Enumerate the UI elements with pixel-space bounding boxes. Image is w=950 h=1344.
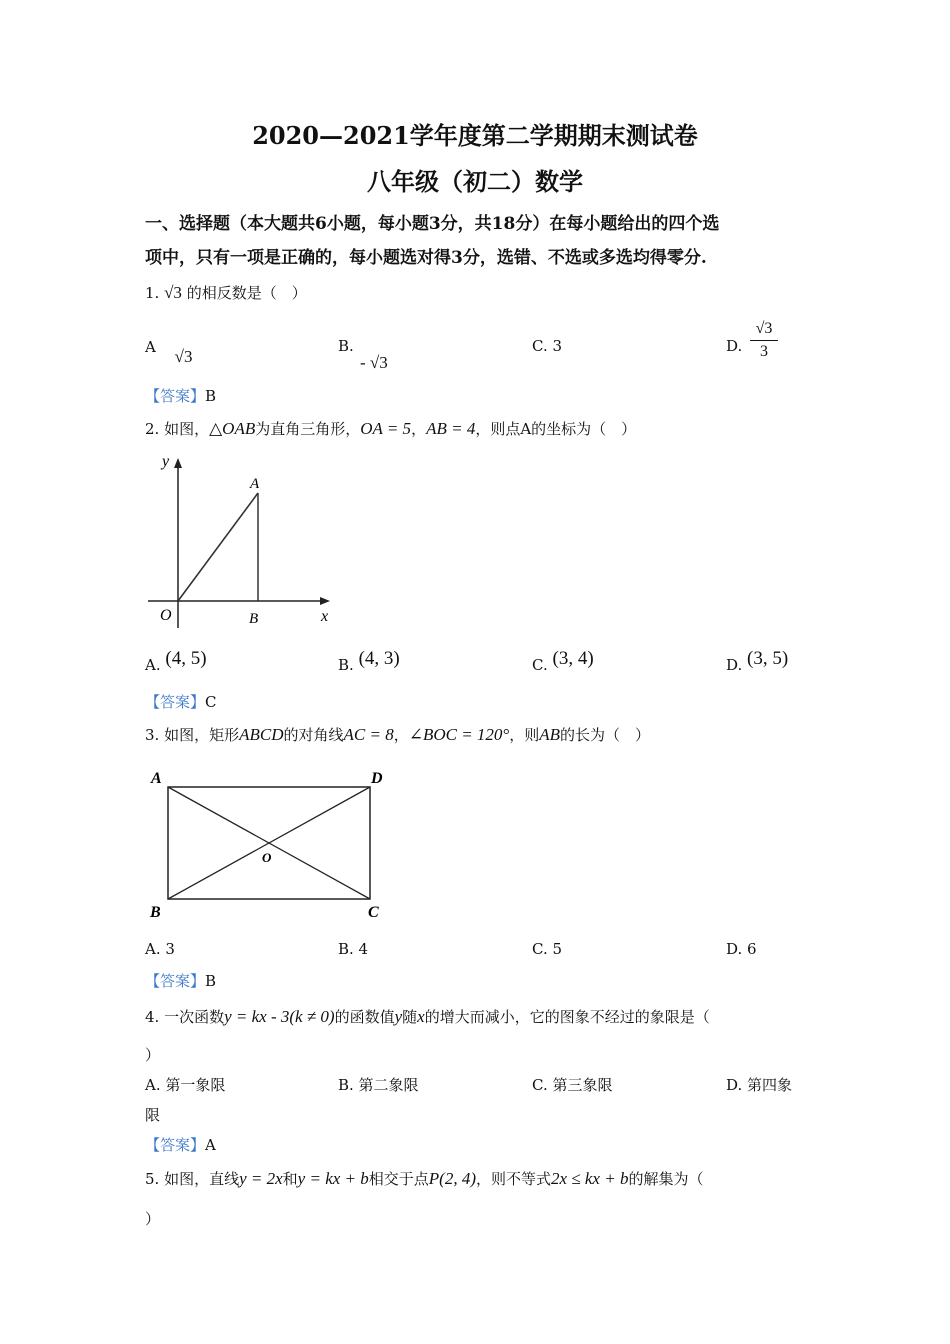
answer-value: A	[205, 1136, 216, 1154]
option-label: B.	[338, 337, 354, 355]
question-text: 的对角线	[283, 726, 344, 744]
label-x: x	[321, 608, 329, 625]
answer-value: B	[205, 387, 217, 405]
question-text: ，则	[509, 726, 540, 744]
question-4	[145, 1006, 710, 1027]
math-inequality: 2x ≤ kx + b	[551, 1169, 629, 1188]
question-text: ，	[411, 420, 427, 438]
question-text: 为直角三角形，	[255, 420, 361, 438]
option-math: (4, 3)	[358, 648, 400, 669]
q1-option-a	[145, 337, 193, 366]
option-math: (3, 4)	[552, 648, 594, 669]
question-text: 的长为（ ）	[560, 726, 651, 744]
question-number: 5. 如图，直线	[145, 1170, 240, 1188]
label-d: D	[371, 770, 383, 787]
math-line2: y = kx + b	[297, 1169, 369, 1188]
answer-tag: 【答案】	[145, 387, 206, 405]
label-b: B	[249, 611, 259, 627]
segment-oa	[178, 493, 258, 601]
page-title: 2020—2021学年度第二学期期末测试卷	[252, 121, 698, 150]
q4-option-d-continuation: 限	[145, 1106, 161, 1124]
question-text: 的增大而减小，它的图象不经过的象限是（	[424, 1008, 710, 1026]
q3-option-c: C. 5	[532, 940, 563, 958]
math-ac: AC = 8	[343, 725, 394, 744]
math-triangle: △OAB	[209, 419, 256, 438]
question-text: ，则点A的坐标为（ ）	[475, 420, 637, 438]
option-math: - √3	[360, 353, 388, 372]
question-text: ，	[393, 726, 409, 744]
math-oa: OA = 5	[360, 419, 412, 438]
answer-tag: 【答案】	[145, 693, 206, 711]
math-abcd: ABCD	[239, 725, 284, 744]
label-c: C	[368, 904, 379, 921]
q2-figure	[140, 448, 340, 638]
question-number: 4. 一次函数	[145, 1008, 225, 1026]
q2-option-b	[338, 648, 400, 674]
q4-option-a: A. 第一象限	[145, 1076, 226, 1094]
q3-option-b: B. 4	[338, 940, 369, 958]
question-text: 相交于点	[368, 1170, 429, 1188]
option-math: (4, 5)	[165, 648, 207, 669]
label-a: A	[250, 476, 260, 492]
math-line1: y = 2x	[239, 1169, 283, 1188]
label-o: O	[160, 607, 172, 624]
answer-tag: 【答案】	[145, 972, 206, 990]
math-ab: AB	[539, 725, 561, 744]
label-b: B	[150, 904, 161, 921]
question-text: 随	[402, 1008, 418, 1026]
page-subtitle: 八年级（初二）数学	[367, 167, 583, 196]
math-function: y = kx - 3(k ≠ 0)	[224, 1007, 335, 1026]
question-1	[145, 282, 307, 303]
math-ab: AB = 4	[426, 419, 476, 438]
question-3	[145, 724, 650, 745]
q4-answer	[145, 1134, 216, 1155]
question-text: 的函数值	[334, 1008, 395, 1026]
q1-option-c: C. 3	[532, 337, 563, 355]
option-label: D.	[726, 656, 743, 674]
section-instructions-line1: 一、选择题（本大题共6小题，每小题3分，共18分）在每小题给出的四个选	[145, 214, 720, 234]
fraction-numerator: √3	[750, 318, 778, 341]
q3-option-d: D. 6	[726, 940, 757, 958]
math-y: y	[394, 1007, 403, 1026]
q1-option-d	[726, 337, 742, 355]
question-4-continuation: ）	[145, 1046, 161, 1064]
q3-answer	[145, 970, 216, 991]
question-text: ，则不等式	[476, 1170, 552, 1188]
label-o: O	[262, 850, 272, 865]
option-label: B.	[338, 656, 354, 674]
question-5-continuation: ）	[145, 1210, 161, 1228]
label-y: y	[162, 453, 170, 470]
question-text: 的相反数是（ ）	[186, 284, 307, 302]
q2-option-a	[145, 648, 207, 674]
answer-value: C	[205, 693, 217, 711]
fraction-denominator: 3	[760, 343, 768, 360]
question-5	[145, 1168, 703, 1189]
question-number: 1.	[145, 284, 160, 302]
q1-answer	[145, 385, 216, 406]
question-2	[145, 418, 636, 439]
option-math: √3	[174, 347, 193, 366]
y-axis-arrow-icon	[174, 458, 182, 468]
q2-answer	[145, 691, 217, 712]
label-a: A	[151, 770, 162, 787]
option-label: D.	[726, 337, 743, 355]
math-sqrt3: √3	[164, 283, 182, 302]
question-text: 的解集为（	[628, 1170, 704, 1188]
question-number: 3. 如图，矩形	[145, 726, 240, 744]
option-label: C.	[532, 656, 548, 674]
q2-option-c	[532, 648, 594, 674]
math-x: x	[417, 1007, 425, 1026]
q4-option-b: B. 第二象限	[338, 1076, 419, 1094]
x-axis-arrow-icon	[320, 597, 330, 605]
q4-option-c: C. 第三象限	[532, 1076, 613, 1094]
math-point-p: P(2, 4)	[428, 1169, 476, 1188]
option-label: A.	[145, 656, 161, 674]
answer-tag: 【答案】	[145, 1136, 206, 1154]
q3-figure	[145, 765, 395, 925]
math-angle-boc: ∠BOC = 120°	[408, 725, 510, 744]
option-math: (3, 5)	[747, 648, 789, 669]
q4-option-d: D. 第四象	[726, 1076, 793, 1094]
q3-option-a: A. 3	[145, 940, 175, 958]
q1-option-b	[338, 337, 388, 375]
question-number: 2. 如图，	[145, 420, 210, 438]
q2-option-d	[726, 648, 789, 674]
answer-value: B	[205, 972, 217, 990]
question-text: 和	[282, 1170, 298, 1188]
option-label: A	[145, 338, 156, 356]
section-instructions-line2: 项中，只有一项是正确的，每小题选对得3分，选错、不选或多选均得零分.	[145, 248, 707, 268]
q1-option-d-fraction	[750, 318, 778, 363]
